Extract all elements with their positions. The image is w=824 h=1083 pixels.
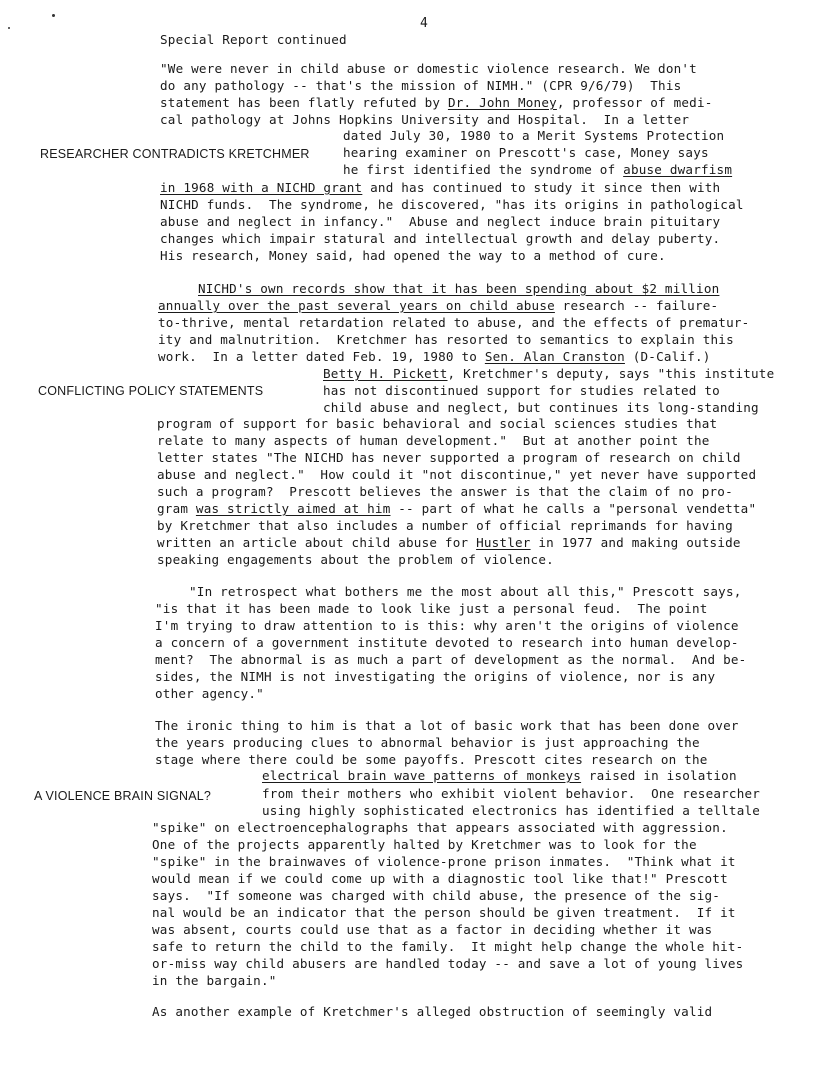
text-line: NICHD funds. The syndrome, he discovered, "has its origins in pathological	[160, 197, 744, 212]
text-line: changes which impair statural and intellectual growth and delay puberty.	[160, 231, 721, 246]
text-line: says. "If someone was charged with child abuse, the presence of the sig-	[152, 888, 721, 903]
text-line: statement has been flatly refuted by Dr. John Money, professor of medi-	[160, 95, 713, 110]
text-line: annually over the past several years on child abuse research -- failure-	[158, 298, 719, 313]
text-line: to-thrive, mental retardation related to abuse, and the effects of prematur-	[158, 315, 750, 330]
text-line: His research, Money said, had opened the way to a method of cure.	[160, 248, 666, 263]
text-line: would mean if we could come up with a diagnostic tool like that!" Prescott	[152, 871, 728, 886]
text-line: relate to many aspects of human development." But at another point the	[157, 433, 710, 448]
text-line: written an article about child abuse for Hustler in 1977 and making outside	[157, 535, 741, 550]
text-line: electrical brain wave patterns of monkeys raised in isolation	[262, 768, 737, 783]
underlined-name: Sen. Alan Cranston	[484, 349, 625, 364]
underlined-phrase: in 1968 with a NICHD grant	[160, 180, 363, 195]
text-line: As another example of Kretchmer's alleged obstruction of seemingly valid	[152, 1004, 713, 1019]
text-line: Betty H. Pickett, Kretchmer's deputy, says "this institute	[323, 366, 775, 381]
sidenote-conflicting: CONFLICTING POLICY STATEMENTS	[38, 384, 264, 398]
text-line: stage where there could be some payoffs. Prescott cites research on the	[155, 752, 708, 767]
text-line: letter states "The NICHD has never supported a program of research on child	[157, 450, 741, 465]
text-line: do any pathology -- that's the mission of NIMH." (CPR 9/6/79) This	[160, 78, 682, 93]
underlined-phrase: was strictly aimed at him	[195, 501, 391, 516]
text-line: abuse and neglect in infancy." Abuse and neglect induce brain pituitary	[160, 214, 721, 229]
scan-speck	[8, 27, 10, 29]
text-line: he first identified the syndrome of abuse dwarfism	[343, 162, 733, 177]
sidenote-brain-signal: A VIOLENCE BRAIN SIGNAL?	[34, 789, 212, 803]
underlined-phrase: electrical brain wave patterns of monkeys	[262, 768, 582, 783]
underlined-name: Dr. John Money	[447, 95, 557, 110]
text-line: NICHD's own records show that it has been spending about $2 million	[198, 281, 720, 296]
text-line: in 1968 with a NICHD grant and has continued to study it since then with	[160, 180, 721, 195]
underlined-name: Betty H. Pickett	[323, 366, 448, 381]
text-line: hearing examiner on Prescott's case, Money says	[343, 145, 709, 160]
text-line: "spike" on electroencephalographs that appears associated with aggression.	[152, 820, 728, 835]
text-line: dated July 30, 1980 to a Merit Systems Protection	[343, 128, 725, 143]
text-line: abuse and neglect." How could it "not discontinue," yet never have supported	[157, 467, 757, 482]
underlined-phrase: annually over the past several years on child abuse	[158, 298, 555, 313]
text-line: ment? The abnormal is as much a part of development as the normal. And be-	[155, 652, 747, 667]
underlined-phrase: abuse dwarfism	[623, 162, 733, 177]
text-line: nal would be an indicator that the person should be given treatment. If it	[152, 905, 736, 920]
text-line: speaking engagements about the problem of violence.	[157, 552, 554, 567]
text-line: "is that it has been made to look like just a personal feud. The point	[155, 601, 708, 616]
text-line: child abuse and neglect, but continues its long-standing	[323, 400, 759, 415]
text-line: was absent, courts could use that as a factor in deciding whether it was	[152, 922, 713, 937]
text-line: or-miss way child abusers are handled today -- and save a lot of young lives	[152, 956, 744, 971]
text-line: cal pathology at Johns Hopkins University and Hospital. In a letter	[160, 112, 690, 127]
text-line: I'm trying to draw attention to is this: why aren't the origins of violence	[155, 618, 739, 633]
text-line: "In retrospect what bothers me the most about all this," Prescott says,	[189, 584, 742, 599]
text-line: in the bargain."	[152, 973, 277, 988]
text-line: ity and malnutrition. Kretchmer has resorted to semantics to explain this	[158, 332, 734, 347]
text-line: "spike" in the brainwaves of violence-prone prison inmates. "Think what it	[152, 854, 736, 869]
text-line: safe to return the child to the family. It might help change the whole hit-	[152, 939, 744, 954]
underlined-title: Hustler	[476, 535, 531, 550]
text-line: such a program? Prescott believes the answer is that the claim of no pro-	[157, 484, 733, 499]
text-line: sides, the NIMH is not investigating the origins of violence, nor is any	[155, 669, 716, 684]
page-header: Special Report continued	[160, 32, 347, 47]
text-line: the years producing clues to abnormal behavior is just approaching the	[155, 735, 700, 750]
text-line: a concern of a government institute devoted to research into human develop-	[155, 635, 739, 650]
text-line: program of support for basic behavioral and social sciences studies that	[157, 416, 718, 431]
text-line: work. In a letter dated Feb. 19, 1980 to Sen. Alan Cranston (D-Calif.)	[158, 349, 711, 364]
text-line: using highly sophisticated electronics has identified a telltale	[262, 803, 761, 818]
text-line: from their mothers who exhibit violent behavior. One researcher	[262, 786, 761, 801]
text-line: One of the projects apparently halted by Kretchmer was to look for the	[152, 837, 697, 852]
text-line: has not discontinued support for studies related to	[323, 383, 720, 398]
text-line: by Kretchmer that also includes a number of official reprimands for having	[157, 518, 733, 533]
text-line: The ironic thing to him is that a lot of basic work that has been done over	[155, 718, 739, 733]
page-number: 4	[420, 16, 428, 31]
text-line: gram was strictly aimed at him -- part of what he calls a "personal vendetta"	[157, 501, 757, 516]
text-line: "We were never in child abuse or domestic violence research. We don't	[160, 61, 697, 76]
sidenote-researcher: RESEARCHER CONTRADICTS KRETCHMER	[40, 147, 310, 161]
scan-speck	[52, 14, 55, 17]
text-line: other agency."	[155, 686, 264, 701]
